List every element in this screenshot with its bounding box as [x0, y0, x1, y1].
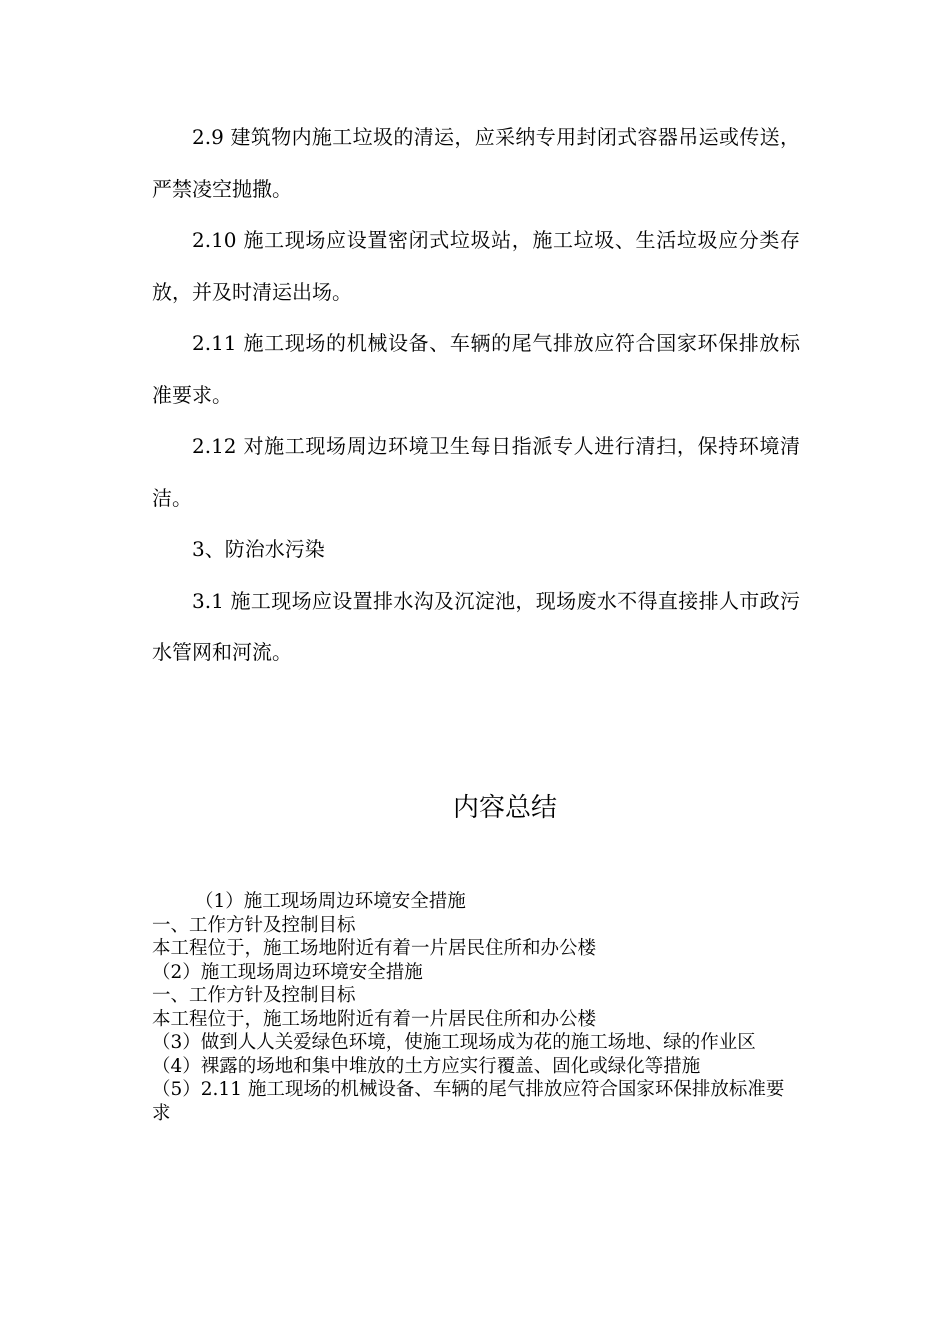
summary-title: 内容总结	[452, 793, 557, 823]
paragraph-2-9: 2.9 建筑物内施工垃圾的清运，应采纳专用封闭式容器吊运或传送，严禁凌空抛撒。	[152, 125, 800, 201]
paragraph-2-10: 2.10 施工现场应设置密闭式垃圾站，施工垃圾、生活垃圾应分类存放，并及时清运出场。	[152, 228, 800, 304]
paragraph-3-1: 3.1 施工现场应设置排水沟及沉淀池，现场废水不得直接排人市政污水管网和河流。	[152, 588, 800, 664]
summary-line: 一、工作方针及控制目标	[152, 914, 356, 936]
summary-line: 一、工作方针及控制目标	[152, 985, 356, 1006]
summary-line: （4）裸露的场地和集中堆放的土方应实行覆盖、固化或绿化等措施	[152, 1055, 701, 1077]
summary-line: （5）2.11 施工现场的机械设备、车辆的尾气排放应符合国家环保排放标准要求	[152, 1079, 785, 1124]
summary-line: 本工程位于，施工场地附近有着一片居民住所和办公楼	[152, 1008, 597, 1030]
summary-line: （3）做到人人关爱绿色环境，使施工现场成为花的施工场地、绿的作业区	[152, 1032, 756, 1053]
paragraph-2-11: 2.11 施工现场的机械设备、车辆的尾气排放应符合国家环保排放标准要求。	[152, 331, 800, 407]
summary-line: 本工程位于，施工场地附近有着一片居民住所和办公楼	[152, 938, 597, 959]
summary-line: （1）施工现场周边环境安全措施	[195, 891, 466, 912]
body-text	[152, 112, 800, 679]
summary-list	[152, 890, 792, 1125]
section-heading-3: 3、防治水污染	[192, 537, 325, 561]
summary-line: （2）施工现场周边环境安全措施	[152, 961, 423, 983]
paragraph-2-12: 2.12 对施工现场周边环境卫生每日指派专人进行清扫，保持环境清洁。	[152, 434, 800, 510]
